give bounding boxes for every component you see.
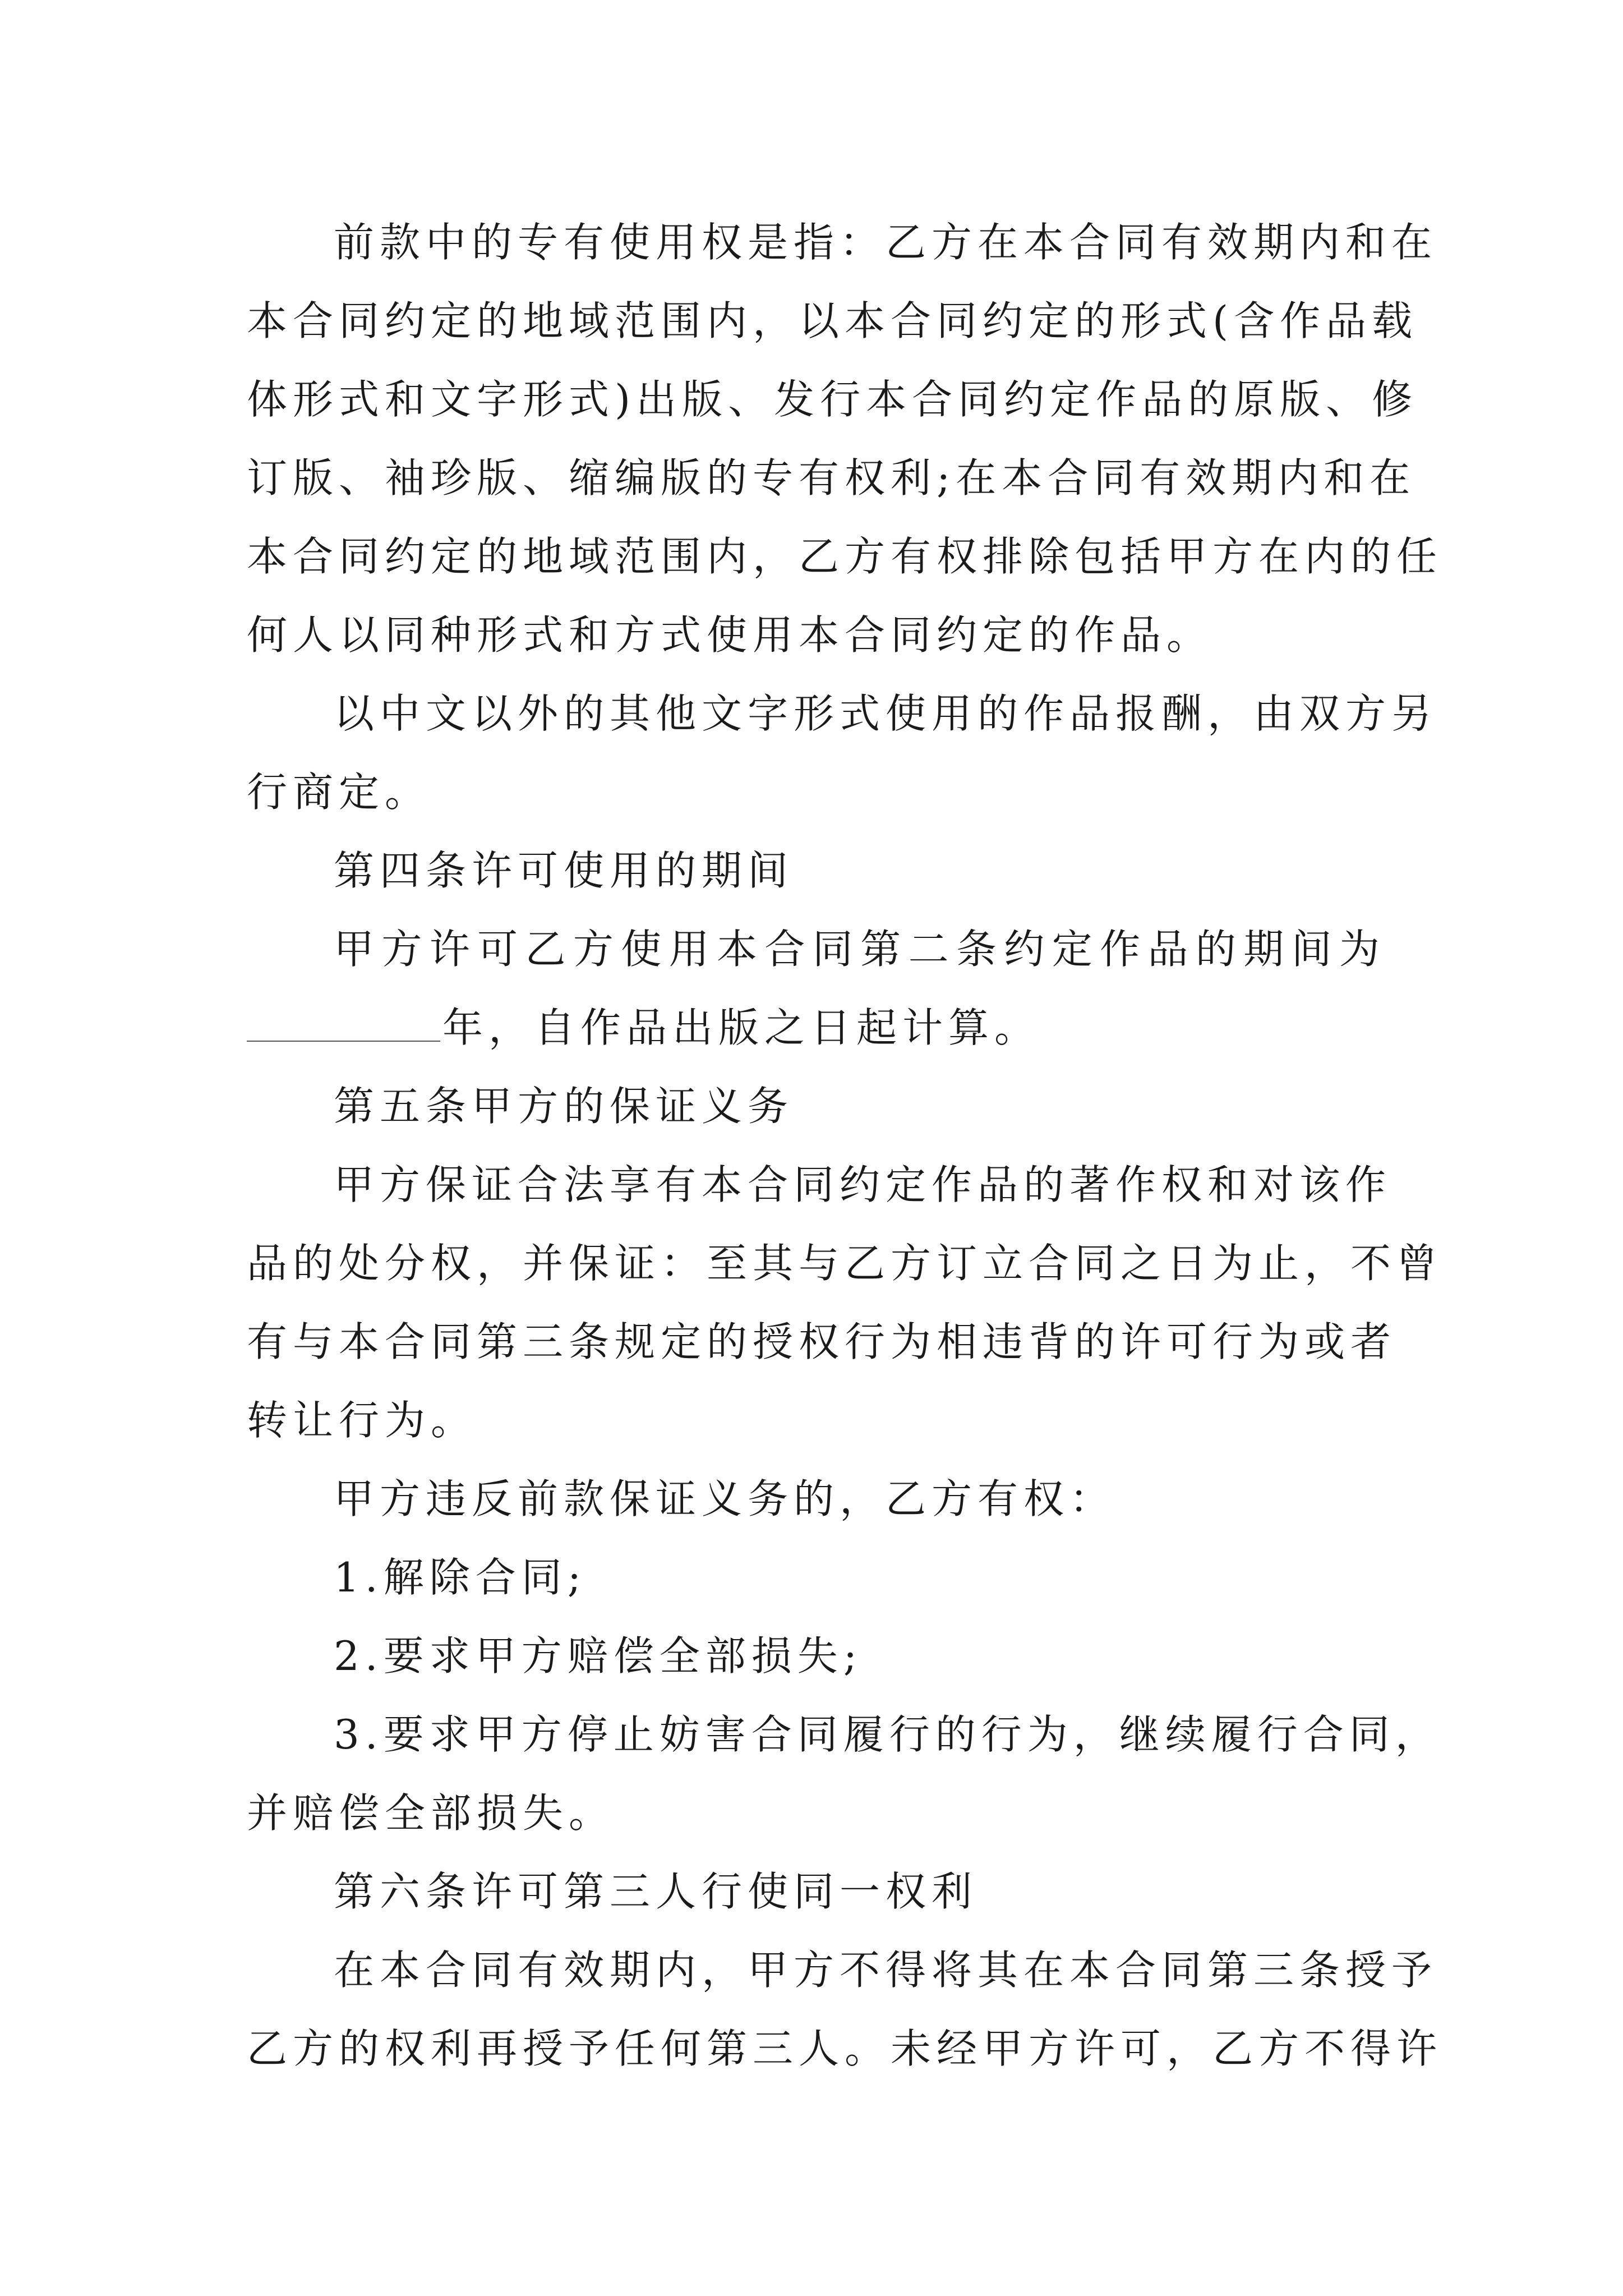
list-item: 1.解除合同; bbox=[334, 1554, 587, 1601]
text-line-with-blank bbox=[247, 988, 1385, 1067]
text-line: 品的处分权，并保证：至其与乙方订立合同之日为止，不曾 bbox=[247, 1240, 1443, 1287]
text-line: 乙方的权利再授予任何第三人。未经甲方许可，乙方不得许 bbox=[247, 2025, 1443, 2072]
text-line: 并赔偿全部损失。 bbox=[247, 1789, 615, 1837]
text-line: 甲方保证合法享有本合同约定作品的著作权和对该作 bbox=[334, 1161, 1392, 1208]
section-heading: 第五条甲方的保证义务 bbox=[334, 1083, 794, 1130]
text-line: 本合同约定的地域范围内，以本合同约定的形式(含作品载 bbox=[247, 297, 1418, 344]
text-line: 何人以同种形式和方式使用本合同约定的作品。 bbox=[247, 611, 1213, 659]
text-line: 前款中的专有使用权是指：乙方在本合同有效期内和在 bbox=[334, 219, 1438, 266]
text-line: 甲方违反前款保证义务的，乙方有权： bbox=[334, 1475, 1116, 1522]
text-fragment: 年，自作品出版之日起计算。 bbox=[442, 1004, 1041, 1051]
text-line: 以中文以外的其他文字形式使用的作品报酬，由双方另 bbox=[334, 690, 1438, 737]
text-line: 行商定。 bbox=[247, 769, 431, 816]
text-line: 本合同约定的地域范围内，乙方有权排除包括甲方在内的任 bbox=[247, 533, 1443, 580]
list-item: 2.要求甲方赔偿全部损失; bbox=[334, 1632, 863, 1680]
text-line: 订版、袖珍版、缩编版的专有权利;在本合同有效期内和在 bbox=[247, 454, 1416, 501]
fill-in-blank bbox=[247, 1001, 440, 1042]
section-heading: 第六条许可第三人行使同一权利 bbox=[334, 1868, 978, 1915]
section-heading: 第四条许可使用的期间 bbox=[334, 847, 794, 894]
text-line: 有与本合同第三条规定的授权行为相违背的许可行为或者 bbox=[247, 1318, 1397, 1365]
text-line: 转让行为。 bbox=[247, 1397, 477, 1444]
text-line: 在本合同有效期内，甲方不得将其在本合同第三条授予 bbox=[334, 1947, 1438, 1994]
list-item: 3.要求甲方停止妨害合同履行的行为，继续履行合同， bbox=[334, 1711, 1441, 1758]
text-line: 甲方许可乙方使用本合同第二条约定作品的期间为 bbox=[334, 926, 1385, 973]
text-line: 体形式和文字形式)出版、发行本合同约定作品的原版、修 bbox=[247, 376, 1418, 423]
